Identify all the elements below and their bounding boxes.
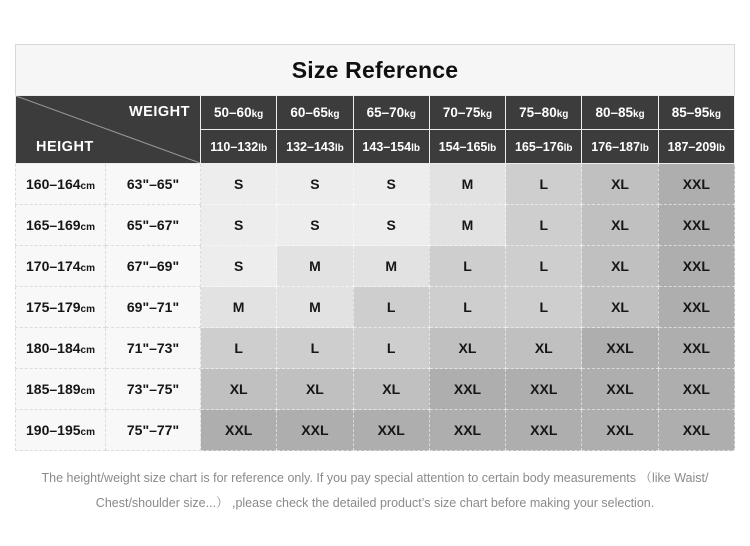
cm-unit: cm [80, 263, 95, 274]
kg-unit: kg [404, 109, 416, 120]
height-cell-cm [16, 246, 106, 287]
height-cell-inches: 63"–65" [106, 164, 201, 205]
height-cell-inches: 75"–77" [106, 410, 201, 451]
weight-header-kg [658, 96, 734, 130]
weight-header-lb [506, 130, 582, 164]
kg-unit: kg [556, 109, 569, 120]
size-chart [15, 44, 735, 451]
size-cell: L [429, 246, 505, 287]
height-axis-label: HEIGHT [36, 139, 94, 155]
weight-lb-value: 110–132 [210, 139, 259, 154]
height-cell-cm [16, 205, 106, 246]
size-cell: L [506, 287, 582, 328]
size-cell: XXL [506, 410, 582, 451]
cm-unit: cm [80, 181, 95, 192]
kg-unit: kg [709, 109, 721, 120]
height-cm-value: 160–164 [26, 176, 81, 192]
weight-header-lb [658, 130, 734, 164]
weight-header-kg [201, 96, 277, 130]
height-cell-cm [16, 164, 106, 205]
weight-lb-value: 132–143 [286, 139, 335, 154]
cm-unit: cm [80, 222, 95, 233]
kg-unit: kg [632, 109, 645, 120]
size-cell: S [201, 205, 277, 246]
height-cm-value: 165–169 [26, 217, 81, 233]
lb-unit: lb [411, 142, 420, 154]
size-cell: XL [582, 205, 658, 246]
height-cm-value: 185–189 [26, 381, 81, 397]
size-table [15, 95, 735, 451]
table-row [16, 369, 735, 410]
size-cell: XL [506, 328, 582, 369]
size-cell: XXL [201, 410, 277, 451]
table-row [16, 328, 735, 369]
size-cell: XL [582, 246, 658, 287]
size-cell: M [429, 164, 505, 205]
height-cm-value: 175–179 [26, 299, 81, 315]
size-cell: XL [277, 369, 353, 410]
size-cell: S [201, 164, 277, 205]
weight-header-kg [582, 96, 658, 130]
size-cell: S [353, 205, 429, 246]
size-cell: M [201, 287, 277, 328]
height-cm-value: 190–195 [26, 422, 81, 438]
lb-unit: lb [334, 142, 344, 154]
size-cell: L [201, 328, 277, 369]
size-cell: XXL [506, 369, 582, 410]
table-body [16, 164, 735, 451]
size-cell: S [353, 164, 429, 205]
lb-unit: lb [639, 142, 649, 154]
size-cell: XL [201, 369, 277, 410]
weight-kg-value: 85–95 [671, 105, 710, 120]
cm-unit: cm [80, 345, 95, 356]
weight-header-kg [277, 96, 353, 130]
weight-header-kg [506, 96, 582, 130]
height-cell-inches: 69"–71" [106, 287, 201, 328]
size-cell: XXL [582, 369, 658, 410]
lb-unit: lb [716, 142, 726, 154]
size-cell: L [353, 328, 429, 369]
weight-header-lb [353, 130, 429, 164]
weight-kg-value: 65–70 [366, 105, 405, 120]
cm-unit: cm [80, 386, 95, 397]
size-cell: L [277, 328, 353, 369]
size-cell: XXL [429, 369, 505, 410]
kg-unit: kg [480, 109, 493, 120]
height-cell-cm [16, 369, 106, 410]
size-cell: L [506, 164, 582, 205]
lb-unit: lb [487, 142, 497, 154]
size-cell: XXL [582, 328, 658, 369]
weight-header-lb [429, 130, 505, 164]
weight-header-lb [277, 130, 353, 164]
weight-header-kg [353, 96, 429, 130]
height-cm-value: 170–174 [26, 258, 81, 274]
size-cell: M [277, 287, 353, 328]
size-cell: XXL [658, 369, 734, 410]
height-cell-inches: 67"–69" [106, 246, 201, 287]
size-cell: S [277, 205, 353, 246]
size-cell: XL [429, 328, 505, 369]
footer-line-1: The height/weight size chart is for reference only. If you pay special attention to certain body measurements （like Waist/ [41, 471, 709, 485]
size-cell: XXL [658, 287, 734, 328]
size-cell: XXL [658, 328, 734, 369]
size-cell: L [353, 287, 429, 328]
size-cell: M [353, 246, 429, 287]
size-cell: XL [582, 164, 658, 205]
cm-unit: cm [80, 304, 95, 315]
size-cell: XXL [658, 246, 734, 287]
height-cell-cm [16, 328, 106, 369]
lb-unit: lb [258, 142, 268, 154]
weight-kg-value: 80–85 [595, 105, 633, 120]
size-cell: M [429, 205, 505, 246]
weight-kg-value: 75–80 [519, 105, 557, 120]
weight-lb-value: 154–165 [438, 139, 488, 154]
size-cell: L [506, 246, 582, 287]
height-cell-cm [16, 287, 106, 328]
table-row [16, 164, 735, 205]
size-cell: XL [582, 287, 658, 328]
table-row [16, 287, 735, 328]
size-cell: L [506, 205, 582, 246]
corner-cell [16, 96, 201, 164]
weight-kg-value: 60–65 [290, 105, 328, 120]
size-cell: L [429, 287, 505, 328]
weight-kg-value: 50–60 [214, 105, 252, 120]
size-cell: XXL [277, 410, 353, 451]
size-cell: S [201, 246, 277, 287]
table-row [16, 410, 735, 451]
size-cell: XXL [582, 410, 658, 451]
weight-header-lb [582, 130, 658, 164]
cm-unit: cm [80, 427, 95, 438]
table-header [16, 96, 735, 164]
kg-unit: kg [327, 109, 340, 120]
footer-note [0, 466, 750, 516]
size-cell: XL [353, 369, 429, 410]
weight-kg-value: 70–75 [442, 105, 481, 120]
weight-lb-value: 187–209 [667, 139, 717, 154]
size-cell: XXL [658, 164, 734, 205]
size-cell: XXL [353, 410, 429, 451]
height-cell-cm [16, 410, 106, 451]
weight-lb-value: 176–187 [591, 139, 640, 154]
weight-header-lb [201, 130, 277, 164]
footer-line-2: Chest/shoulder size...） ,please check the detailed product’s size chart before making your selection. [95, 496, 655, 510]
height-cell-inches: 71"–73" [106, 328, 201, 369]
size-cell: M [277, 246, 353, 287]
height-cell-inches: 73"–75" [106, 369, 201, 410]
table-row [16, 205, 735, 246]
lb-unit: lb [563, 142, 573, 154]
chart-title: Size Reference [15, 44, 735, 95]
weight-lb-value: 165–176 [514, 139, 564, 154]
size-cell: XXL [658, 410, 734, 451]
size-cell: XXL [658, 205, 734, 246]
size-cell: XXL [429, 410, 505, 451]
height-cell-inches: 65"–67" [106, 205, 201, 246]
weight-lb-value: 143–154 [362, 139, 412, 154]
kg-unit: kg [251, 109, 264, 120]
table-row [16, 246, 735, 287]
weight-header-kg [429, 96, 505, 130]
weight-axis-label: WEIGHT [129, 104, 190, 120]
height-cm-value: 180–184 [26, 340, 81, 356]
size-cell: S [277, 164, 353, 205]
